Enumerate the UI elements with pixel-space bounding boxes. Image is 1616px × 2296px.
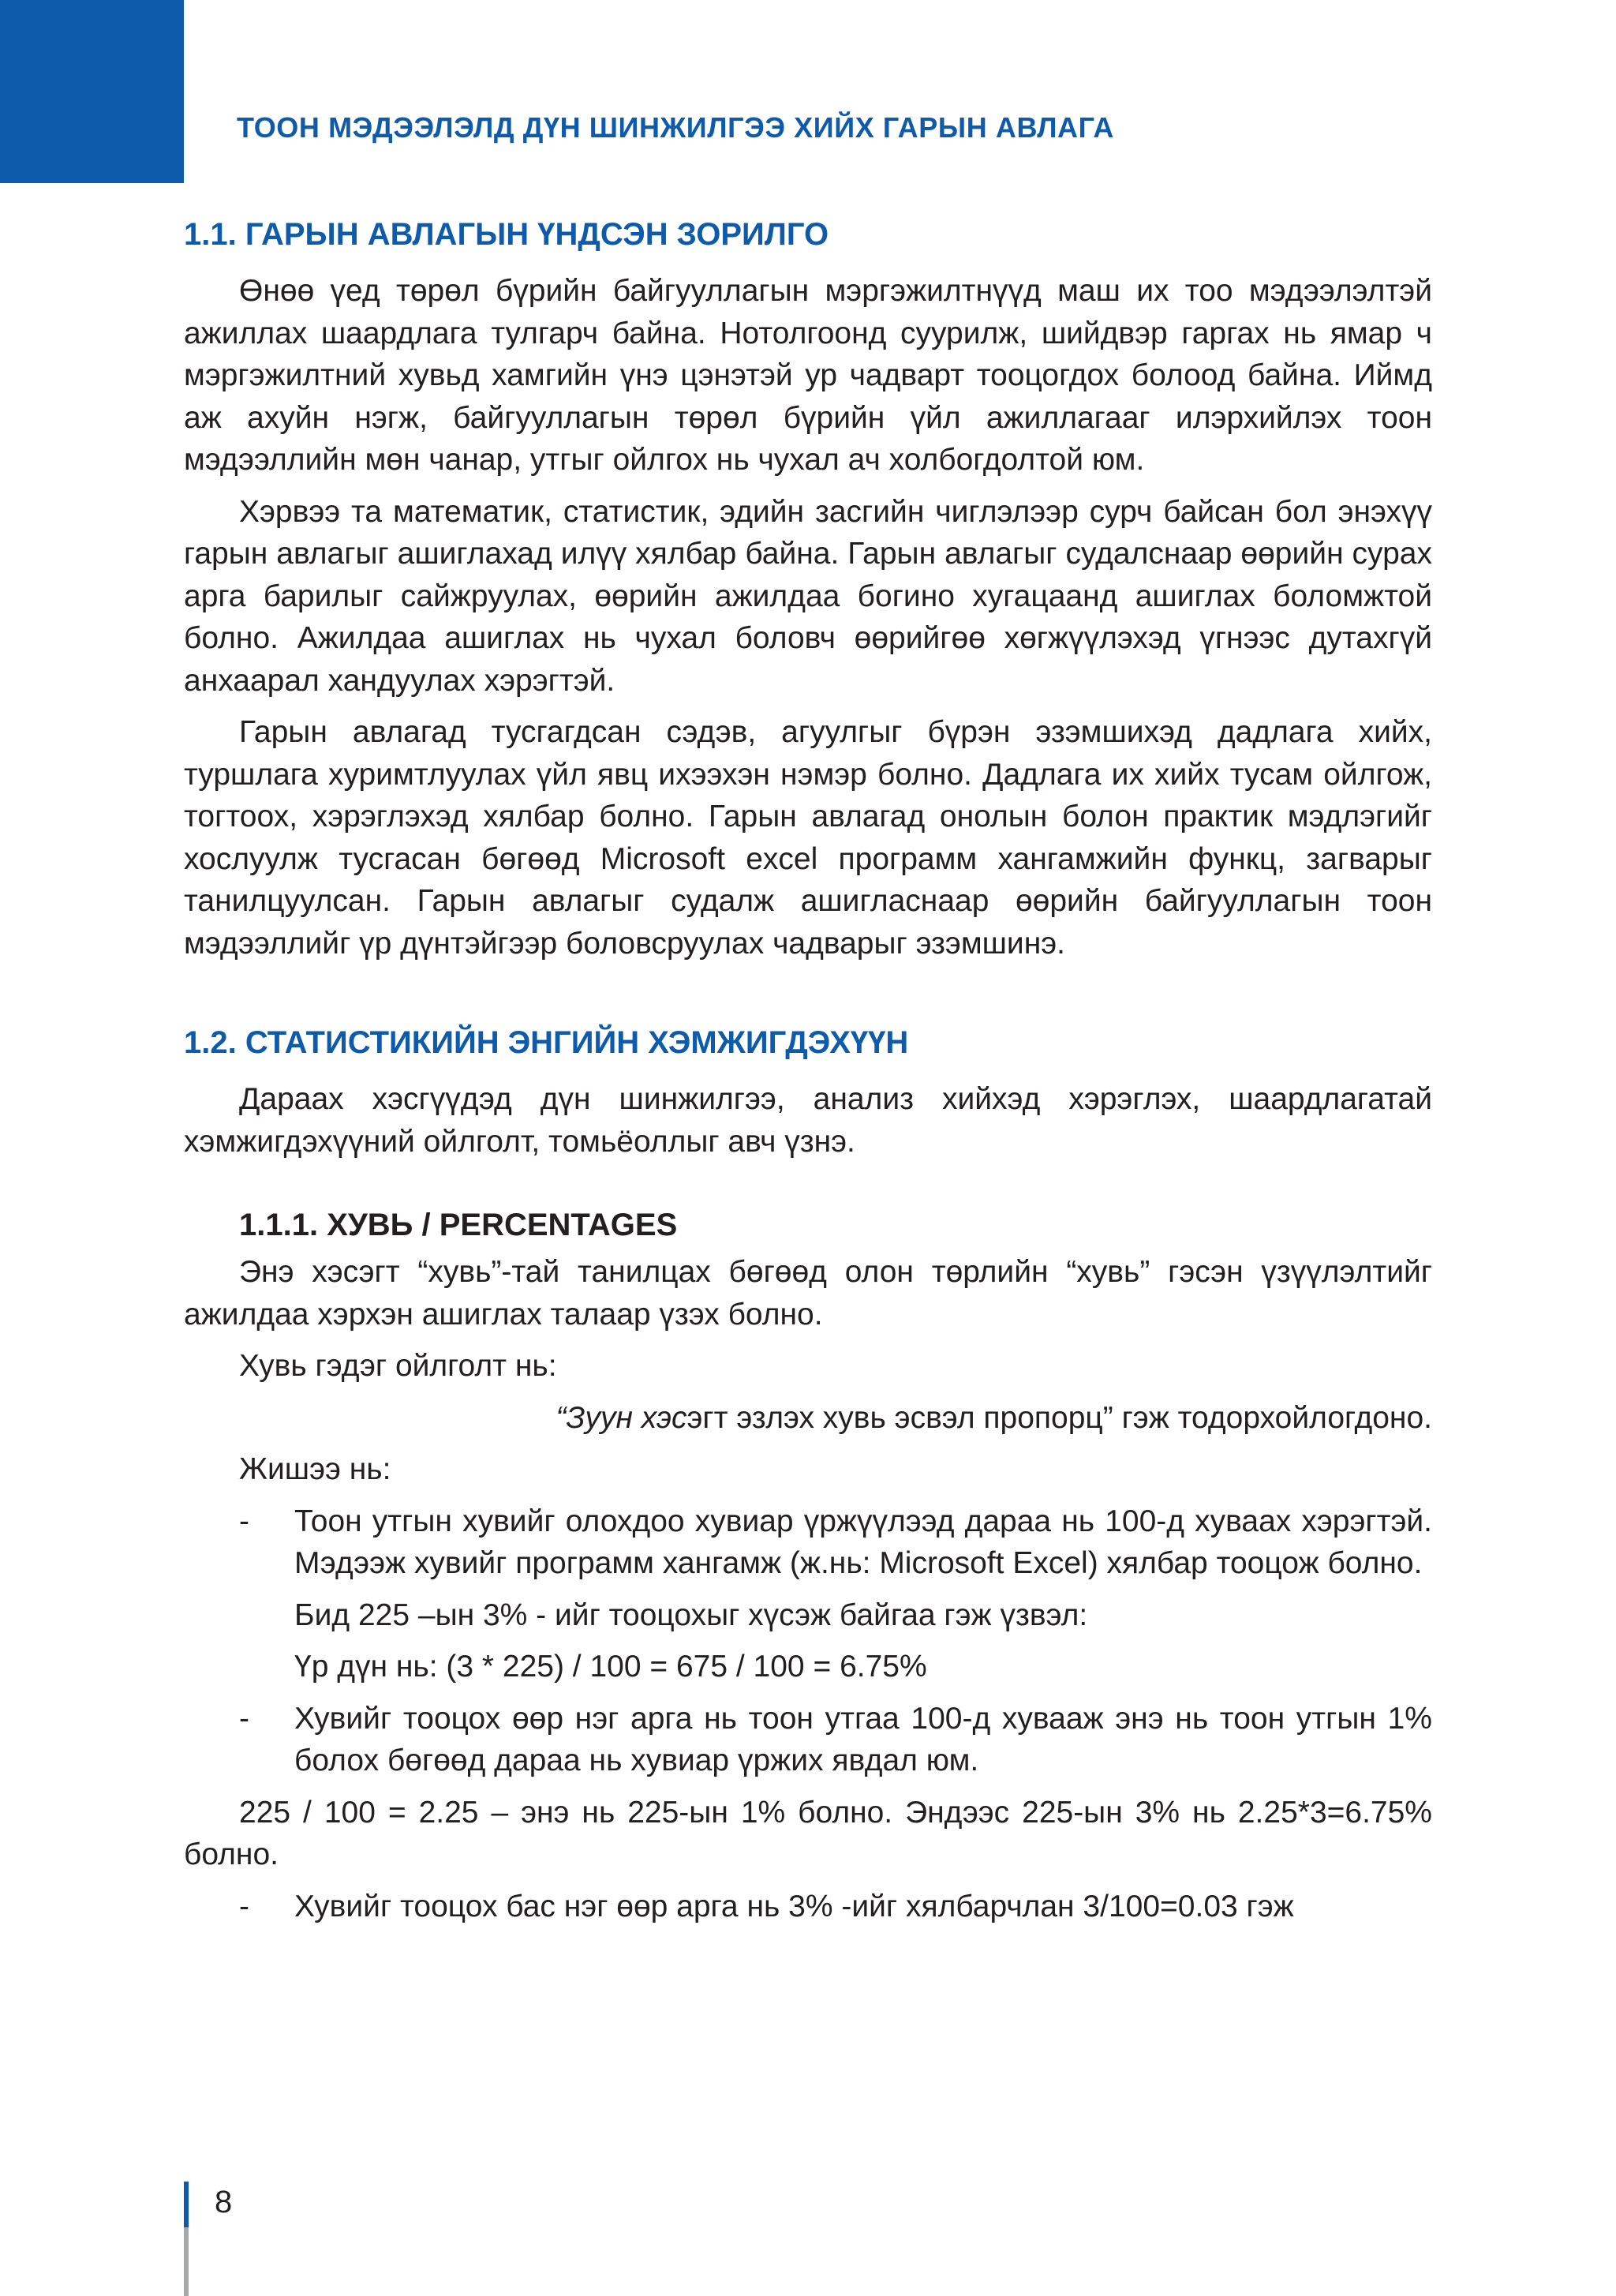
definition-rest: эгт эзлэх хувь эсвэл пропорц” гэж тодорхойлогдоно. [686, 1400, 1432, 1435]
example-label: Жишээ нь: [239, 1452, 391, 1486]
definition-italic: “Зуун хэс [556, 1400, 687, 1435]
bullet-dash: - [239, 1889, 249, 1923]
section-1-1-1-heading: 1.1.1. ХУВЬ / PERCENTAGES [239, 1208, 678, 1242]
section-1-1-heading: 1.1. ГАРЫН АВЛАГЫН ҮНДСЭН ЗОРИЛГО [184, 217, 829, 252]
section-1-2-heading: 1.2. СТАТИСТИКИЙН ЭНГИЙН ХЭМЖИГДЭХҮҮН [184, 1025, 909, 1060]
bullet-item-3 [184, 1886, 1432, 1928]
bullet-1-text: Тоон утгын хувийг олохдоо хувиар үржүүлээд дараа нь 100-д хуваах хэрэгтэй. Мэдээж хувийг программ хангамж (ж.нь: Microsoft Excel) хялбар тооцож болно. [294, 1504, 1432, 1580]
section-1-1-paragraph-1: Өнөө үед төрөл бүрийн байгууллагын мэргэжилтнүүд маш их тоо мэдээлэлтэй ажиллах шаардлага тулгарч байна. Нотолгоонд суурилж, шийдвэр гаргах нь ямар ч мэргэжилтний хувьд хамгийн үнэ цэнэтэй ур чадварт тооцогдох болоод байна. Иймд аж ахуйн нэгж, байгууллагын төрөл бүрийн үйл ажиллагааг илэрхийлэх тоон мэдээллийн мөн чанар, утгыг ойлгох нь чухал ач холбогдолтой юм. [184, 274, 1432, 477]
percentages-intro: Энэ хэсэгт “хувь”-тай танилцах бөгөөд олон төрлийн “хувь” гэсэн үзүүлэлтийг ажилдаа хэрхэн ашиглах талаар үзэх болно. [184, 1255, 1432, 1332]
bullet-2-text: Хувийг тооцох өөр нэг арга нь тоон утгаа 100-д хувааж энэ нь тоон утгын 1% болох бөгөөд дараа нь хувиар үржих явдал юм. [294, 1701, 1432, 1777]
bullet-dash: - [239, 1701, 249, 1736]
page-number: 8 [215, 2185, 233, 2219]
footer-bar-accent [184, 2182, 189, 2227]
section-1-1-paragraph-2: Хэрвээ та математик, статистик, эдийн засгийн чиглэлээр сурч байсан бол энэхүү гарын авлагыг ашиглахад илүү хялбар байна. Гарын авлагыг судалснаар өөрийн сурах арга барилыг сайжруулах, өөрийн ажилдаа богино хугацаанд ашиглах боломжтой болно. Ажилдаа ашиглах нь чухал боловч өөрийгөө хөгжүүлэхэд үгнээс дутахгүй анхаарал хандуулах хэрэгтэй. [184, 494, 1432, 698]
percentage-definition [184, 1397, 1432, 1440]
section-1-2-paragraph: Дараах хэсгүүдэд дүн шинжилгээ, анализ хийхэд хэрэглэх, шаардлагатай хэмжигдэхүүний ойлголт, томьёоллыг авч үзнэ. [184, 1082, 1432, 1159]
bullet-dash: - [239, 1504, 249, 1538]
concept-label: Хувь гэдэг ойлголт нь: [239, 1349, 557, 1383]
calculation-paragraph: 225 / 100 = 2.25 – энэ нь 225-ын 1% болно. Эндээс 225-ын 3% нь 2.25*3=6.75% болно. [184, 1795, 1432, 1871]
bullet-3-text: Хувийг тооцох бас нэг өөр арга нь 3% -ийг хялбарчлан 3/100=0.03 гэж [294, 1889, 1294, 1923]
bullet-item-1 [184, 1500, 1432, 1585]
bullet-1-result: Үр дүн нь: (3 * 225) / 100 = 675 / 100 = 6.75% [294, 1650, 927, 1684]
header-color-block [0, 0, 184, 183]
running-header-title: ТООН МЭДЭЭЛЭЛД ДҮН ШИНЖИЛГЭЭ ХИЙХ ГАРЫН АВЛАГА [237, 111, 1114, 144]
section-1-1-paragraph-3: Гарын авлагад тусгагдсан сэдэв, агуулгыг бүрэн эзэмшихэд дадлага хийх, туршлага хуримтлуулах үйл явц ихээхэн нэмэр болно. Дадлага их хийх тусам ойлгож, тогтоох, хэрэглэхэд хялбар болно. Гарын авлагад онолын болон практик мэдлэгийг хослуулж тусгасан бөгөөд Microsoft excel программ хангамжийн функц, загварыг танилцуулсан. Гарын авлагыг судалж ашигласнаар өөрийн байгууллагын тоон мэдээллийг үр дүнтэйгээр боловсруулах чадварыг эзэмшинэ. [184, 715, 1432, 961]
page-content [184, 213, 1432, 1937]
bullet-1-assumption: Бид 225 –ын 3% - ийг тооцохыг хүсэж байгаа гэж үзвэл: [294, 1597, 1088, 1632]
bullet-item-2 [184, 1698, 1432, 1782]
